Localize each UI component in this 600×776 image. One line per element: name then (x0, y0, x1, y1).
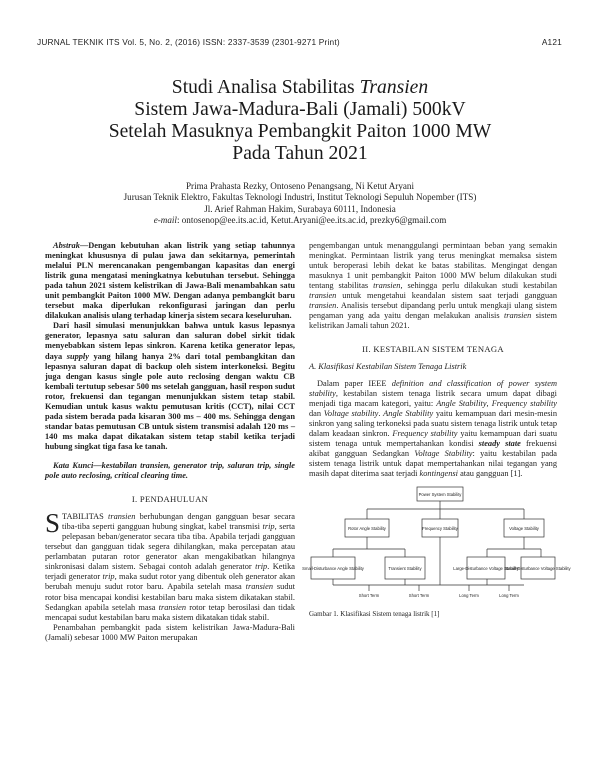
label-frequency: Frequency Stability (422, 525, 458, 531)
figure-caption: Gambar 1. Klasifikasi Sistem tenaga listrik [1] (309, 609, 440, 618)
dropcap: S (45, 508, 61, 539)
address: Jl. Arief Rahman Hakim, Surabaya 60111, Indonesia (204, 203, 396, 214)
label-short-term-1: Short Term (358, 592, 380, 598)
title-line-4: Pada Tahun 2021 (232, 143, 368, 164)
title-line-3: Setelah Masuknya Pembangkit Paiton 1000 MW (108, 121, 492, 142)
label-small-angle: Small-Disturbance Angle Stability (302, 565, 364, 571)
label-voltage: Voltage Stability (509, 525, 539, 531)
section-heading-2: II. KESTABILAN SISTEM TENAGA (362, 344, 504, 355)
stability-classification-diagram (302, 485, 571, 607)
author-block (40, 181, 560, 226)
right-column (302, 241, 571, 619)
abstract-p1: Abstrak—Dengan kebutuhan akan listrik yang setiap tahunnya meningkat khususnya di pulau jawa dan sekitarnya, pemerintah melalui PLN merencanakan pengembangan kapasitas dan energi listrik guna mengatasi meningkatnya kebutuhan tersebut. Sehingga pada tahun 2021 sistem kelistrikan di Jawa-Bali menambahkan satu unit pembangkit Paiton 1000 MW. Dengan adanya pembangkit baru tersebut maka diperlukan rekonfigurasi jaringan dan perlu dilakukan analisis ulang terhadap kinerja sistem secara keseluruhan. (45, 241, 295, 321)
authors: Prima Prahasta Rezky, Ontoseno Penangsang, Ni Ketut Aryani (186, 181, 414, 191)
intro-body (45, 508, 296, 643)
label-long-term-1: Long Term (459, 592, 479, 598)
label-short-term-2: Short Term (408, 592, 430, 598)
label-long-term-2: Long Term (499, 592, 519, 598)
figure-1 (302, 485, 571, 619)
section-heading-1: I. PENDAHULUAN (131, 494, 209, 505)
label-rotor-angle: Rotor Angle Stability (348, 525, 386, 531)
title-line-1: Studi Analisa Stabilitas Transien (171, 77, 429, 98)
keywords: Kata Kunci—kestabilan transien, generator trip, saluran trip, single pole auto reclosing, critical clearing time. (45, 460, 295, 481)
page-number: A121 (541, 37, 562, 47)
abstract (45, 241, 295, 452)
intro-p1: STABILITAS transien berhubungan dengan gangguan besar secara tiba-tiba seperti gangguan hubung singkat, kabel transmisi trip, serta pelepasan beban/generator secara tiba tiba. Apabila terjadi gangguan tersebut dan gangguan tidak segera dihilangkan, maka percepatan atau perlambatan putaran rotor generator akan mengakibatkan hilangnya sinkronisasi dalam sistem. Sebagai contoh adalah generator trip. Ketika terjadi generator trip, maka sudut rotor yang dibentuk oleh generator akan berubah menuju sudut rotor baru. Apabila setelah masa transien sudut rotor bisa mencapai kondisi kestabilan baru maka sistem dikatakan stabil. Sedangkan apabila setelah masa transien rotor tetap berosilasi dan tidak mencapai sudut kestabilan baru maka sistem dikatakan tidak stabil. (45, 508, 296, 622)
label-transient: Transient Stability (388, 565, 422, 571)
label-large-voltage: Large-Disturbance Voltage Stability (453, 565, 519, 571)
intro-p2: Penambahan pembangkit pada sistem kelistrikan Jawa-Madura-Bali (Jamali) sebesar 1000 MW Paiton merupakan (45, 622, 295, 642)
title-line-2: Sistem Jawa-Madura-Bali (Jamali) 500kV (134, 99, 466, 120)
intro-continued: pengembangan untuk menanggulangi permintaan beban yang semakin meningkat. Permintaan listrik yang terus meningkat memaksa sistem untuk beroperasi lebih dekat ke batas stabilitas. Mengingat dengan masuknya 1 unit pembangkit Paiton 1000 MW belum dilakukan studi tentang stabilitas transien, sehingga perlu dilakukan studi kestabilan transien untuk mengetahui keandalan sistem saat terjadi gangguan transien. Analisis tersebut dipandang perlu untuk mengkaji ulang sistem pengaman yang ada yaitu dengan melakukan analisis transien sistem kelistrikan Jamali tahun 2021. (309, 241, 557, 331)
label-small-voltage: Small-Disturbance Voltage Stability (505, 565, 571, 571)
email-line: e-mail: ontosenop@ee.its.ac.id, Ketut.Aryani@ee.its.ac.id, prezky6@gmail.com (153, 214, 447, 225)
stability-paragraph: Dalam paper IEEE definition and classification of power system stability, kestabilan sistem tenaga listrik secara umum dapat dibagi menjadi tiga macam kategori, yaitu: Angle Stability, Frequency stability dan Voltage stability. Angle Stability yaitu kemampuan dari mesin-mesin sinkron yang saling terkoneksi pada suatu sistem tenaga listrik untuk tetap dalam keadaan sinkron. Frequency stability yaitu kemampuan dari suatu sistem tenaga untuk mempertahankan kondisi steady state frekuensi akibat gangguan Sedangkan Voltage Stability: yaitu kestabilan pada sistem tenaga listrik untuk dapat mempertahankan nilai tegangan yang masih dapat diterima saat terjadi kontingensi atau gangguan [1]. (309, 378, 558, 478)
paper-title (40, 77, 560, 165)
journal-header: JURNAL TEKNIK ITS Vol. 5, No. 2, (2016) ISSN: 2337-3539 (2301-9271 Print) (37, 37, 340, 47)
subsection-heading: A. Klasifikasi Kestabilan Sistem Tenaga Listrik (309, 362, 467, 372)
affiliation: Jurusan Teknik Elektro, Fakultas Teknologi Industri, Institut Teknologi Sepuluh Nopember (ITS) (123, 192, 477, 203)
abstract-p2: Dari hasil simulasi menunjukkan bahwa untuk kasus lepasnya generator, lepasnya satu saluran dan saluran dobel sirkit tidak menyebabkan sistem lepas sinkron. Karena ketika generator lepas, daya supply yang hilang hanya 2% dari total pembangkitan dan lepasnya saluran dapat di backup oleh sistem interkoneksi. Begitu juga dengan kasus single pole auto reclosing dengan waktu CB kembali tertutup sebesar 500 ms setelah gangguan, hasil respon sudut rotor, frekuensi dan tegangan menunjukkan sistem tetap stabil. Kemudian untuk kasus waktu pemutusan kritis (CCT), nilai CCT pada sistem berada pada kisaran 300 ms – 400 ms. Sehingga dengan standar batas pemutusan CB untuk sistem transmisi adalah 120 ms – 140 ms maka dapat dikatakan sistem tetap stabil ketika terjadi hubung singkat tiga fasa ke tanah. (45, 321, 295, 451)
label-root: Power System Stability (418, 491, 462, 497)
left-column (45, 241, 295, 643)
